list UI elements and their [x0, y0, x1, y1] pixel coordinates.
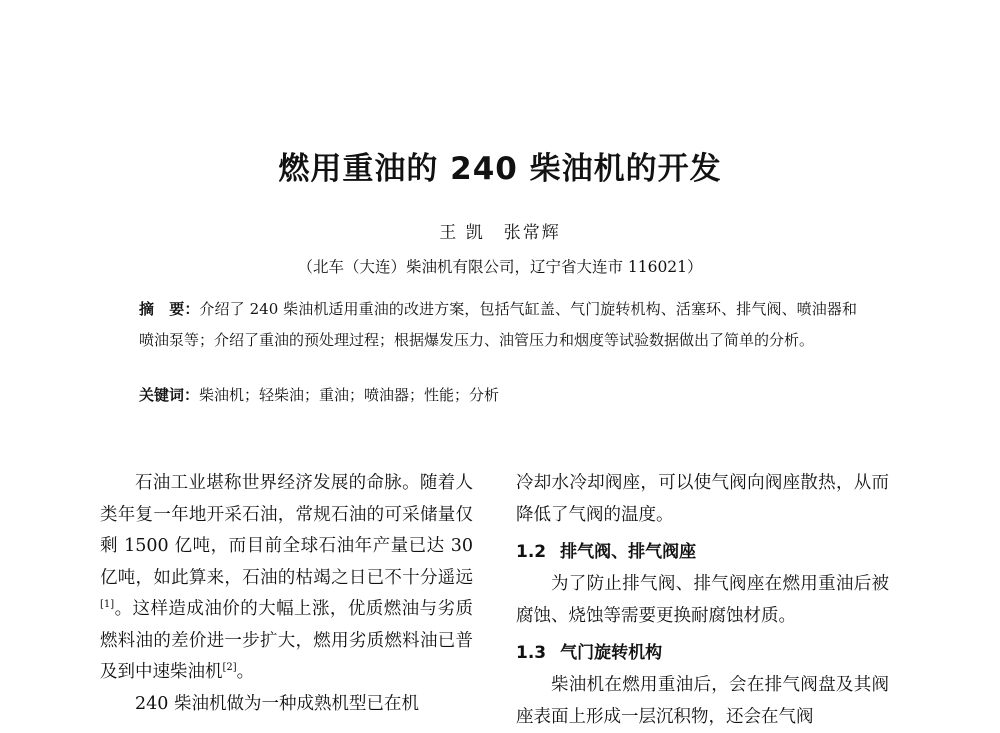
section-heading-1-2 — [516, 537, 889, 567]
intro-text-b: 。这样造成油价的大幅上涨，优质燃油与劣质燃料油的差价进一步扩大，燃用劣质燃料油已普及到中速柴油机 — [100, 599, 473, 682]
intro-text-c: 。 — [236, 662, 255, 682]
left-column — [100, 468, 473, 720]
abstract-text: 介绍了 240 柴油机适用重油的改进方案，包括气缸盖、气门旋转机构、活塞环、排气阀、喷油器和喷油泵等；介绍了重油的预处理过程；根据爆发压力、油管压力和烟度等试验数据做出了简单的分析。 — [139, 300, 857, 349]
keywords-text: 柴油机；轻柴油；重油；喷油器；性能；分析 — [199, 386, 500, 404]
continued-paragraph: 冷却水冷却阀座，可以使气阀向阀座散热，从而降低了气阀的温度。 — [516, 473, 889, 525]
section-1-3-paragraph: 柴油机在燃用重油后，会在排气阀盘及其阀座表面上形成一层沉积物，还会在气阀 — [516, 675, 889, 727]
affiliation: （北车（大连）柴油机有限公司，辽宁省大连市 116021） — [297, 258, 703, 276]
reference-2[interactable]: [2] — [222, 662, 237, 674]
section-1-2-paragraph: 为了防止排气阀、排气阀座在燃用重油后被腐蚀、烧蚀等需要更换耐腐蚀材质。 — [516, 574, 889, 626]
intro-paragraph — [100, 468, 473, 689]
abstract-block — [139, 294, 857, 356]
keywords-block — [139, 383, 857, 407]
section-number: 1.2 — [516, 542, 547, 562]
reference-1[interactable]: [1] — [100, 599, 115, 611]
section-heading-1-3 — [516, 638, 889, 668]
section-number: 1.3 — [516, 643, 547, 663]
intro-text-a: 石油工业堪称世界经济发展的命脉。随着人类年复一年地开采石油，常规石油的可采储量仅剩 1500 亿吨，而目前全球石油年产量已达 30 亿吨，如此算来，石油的枯竭之日已不十分遥远 — [100, 473, 473, 588]
section-title: 排气阀、排气阀座 — [560, 542, 697, 562]
engine-paragraph: 240 柴油机做为一种成熟机型已在机 — [135, 693, 419, 714]
author-list: 王 凯 张常辉 — [439, 223, 561, 243]
keywords-label: 关键词： — [139, 386, 200, 404]
paper-title: 燃用重油的 240 柴油机的开发 — [278, 151, 722, 187]
abstract-label: 摘 要： — [139, 300, 200, 318]
section-title: 气门旋转机构 — [560, 643, 663, 663]
right-column — [516, 468, 889, 733]
